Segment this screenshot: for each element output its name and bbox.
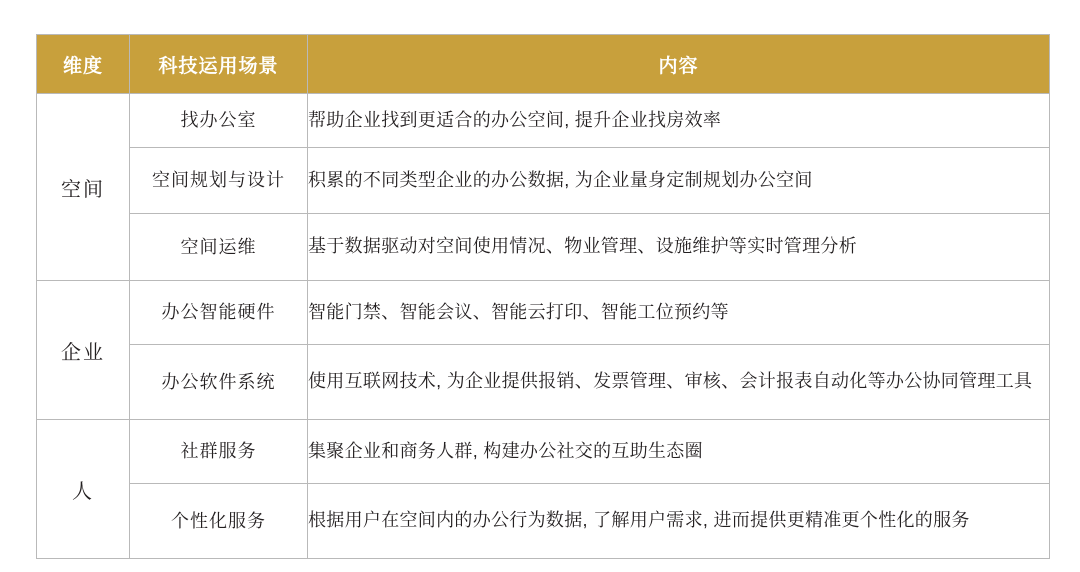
dimension-cell-space: 空间 — [37, 94, 130, 281]
scene-cell: 找办公室 — [130, 94, 308, 148]
table-row — [37, 214, 1050, 281]
table-body — [37, 94, 1050, 559]
scene-cell: 办公软件系统 — [130, 345, 308, 420]
table-row — [37, 94, 1050, 148]
table-row — [37, 484, 1050, 559]
scene-cell: 空间运维 — [130, 214, 308, 281]
tech-application-matrix-table — [36, 34, 1050, 559]
scene-cell: 办公智能硬件 — [130, 281, 308, 345]
content-cell: 根据用户在空间内的办公行为数据, 了解用户需求, 进而提供更精准更个性化的服务 — [308, 484, 1050, 559]
table-row — [37, 345, 1050, 420]
column-header-content: 内容 — [308, 35, 1050, 94]
column-header-scene: 科技运用场景 — [130, 35, 308, 94]
content-cell: 帮助企业找到更适合的办公空间, 提升企业找房效率 — [308, 94, 1050, 148]
table-row — [37, 148, 1050, 214]
dimension-cell-people: 人 — [37, 420, 130, 559]
dimension-cell-enterprise: 企业 — [37, 281, 130, 420]
scene-cell: 个性化服务 — [130, 484, 308, 559]
content-cell: 智能门禁、智能会议、智能云打印、智能工位预约等 — [308, 281, 1050, 345]
content-cell: 基于数据驱动对空间使用情况、物业管理、设施维护等实时管理分析 — [308, 214, 1050, 281]
table-row — [37, 420, 1050, 484]
scene-cell: 空间规划与设计 — [130, 148, 308, 214]
content-cell: 使用互联网技术, 为企业提供报销、发票管理、审核、会计报表自动化等办公协同管理工具 — [308, 345, 1050, 420]
table-header — [37, 35, 1050, 94]
table-row — [37, 281, 1050, 345]
content-cell: 集聚企业和商务人群, 构建办公社交的互助生态圈 — [308, 420, 1050, 484]
content-cell: 积累的不同类型企业的办公数据, 为企业量身定制规划办公空间 — [308, 148, 1050, 214]
table-header-row — [37, 35, 1050, 94]
scene-cell: 社群服务 — [130, 420, 308, 484]
table-container — [36, 34, 1046, 559]
column-header-dimension: 维度 — [37, 35, 130, 94]
